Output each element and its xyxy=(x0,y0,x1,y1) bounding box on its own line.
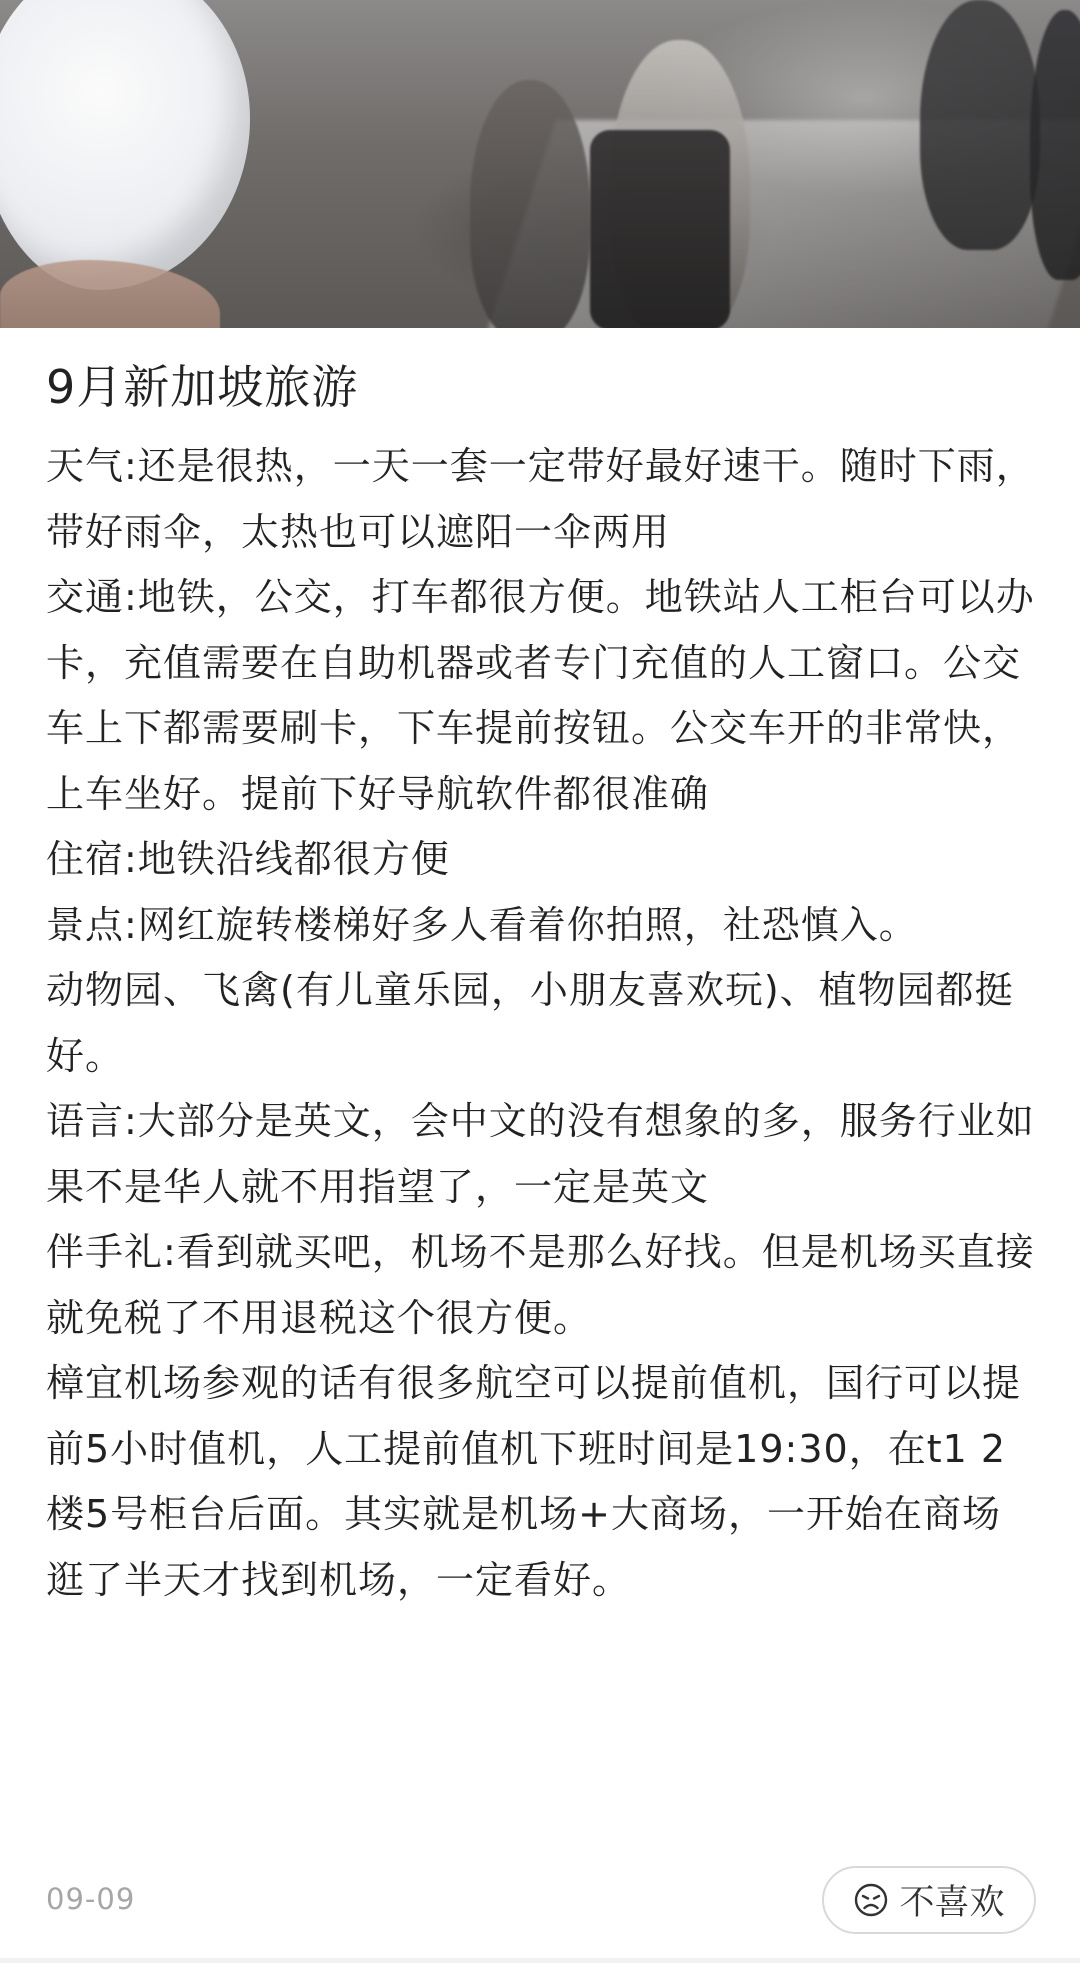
post-paragraph-transport: 交通:地铁，公交，打车都很方便。地铁站人工柜台可以办卡，充值需要在自助机器或者专门充值的人工窗口。公交车上下都需要刷卡，下车提前按钮。公交车开的非常快，上车坐好。提前下好导航软件都很准确 xyxy=(46,575,1035,816)
post-content xyxy=(46,352,1036,1613)
sad-face-icon xyxy=(853,1882,889,1918)
post-paragraph-language: 语言:大部分是英文，会中文的没有想象的多，服务行业如果不是华人就不用指望了，一定是英文 xyxy=(46,1099,1035,1209)
post-paragraph-airport: 樟宜机场参观的话有很多航空可以提前值机，国行可以提前5小时值机，人工提前值机下班时间是19:30，在t1 2楼5号柜台后面。其实就是机场+大商场，一开始在商场逛了半天才找到机场，一定看好。 xyxy=(46,1361,1022,1602)
dislike-button[interactable] xyxy=(822,1866,1036,1934)
post-date: 09-09 xyxy=(46,1882,136,1916)
photo-cotton-candy xyxy=(0,0,250,290)
photo-stroller xyxy=(590,130,730,328)
post-paragraph-souvenirs: 伴手礼:看到就买吧，机场不是那么好找。但是机场买直接就免税了不用退税这个很方便。 xyxy=(46,1230,1035,1340)
photo-person xyxy=(470,80,590,328)
photo-person xyxy=(1030,10,1080,280)
post-paragraph-weather: 天气:还是很热，一天一套一定带好最好速干。随时下雨，带好雨伞，太热也可以遮阳一伞两用 xyxy=(46,444,1035,554)
photo-person xyxy=(920,0,1040,250)
photo-hand xyxy=(0,260,220,328)
dislike-label: 不喜欢 xyxy=(899,1883,1005,1923)
post-title: 9月新加坡旅游 xyxy=(46,360,359,414)
post-footer xyxy=(0,1850,1080,1950)
post-paragraph-lodging: 住宿:地铁沿线都很方便 xyxy=(46,837,450,881)
post-paragraph-zoo: 动物园、飞禽(有儿童乐园，小朋友喜欢玩)、植物园都挺好。 xyxy=(46,968,1014,1078)
divider xyxy=(0,1958,1080,1963)
post-paragraph-attractions: 景点:网红旋转楼梯好多人看着你拍照，社恐慎入。 xyxy=(46,902,918,947)
post-photo[interactable] xyxy=(0,0,1080,328)
